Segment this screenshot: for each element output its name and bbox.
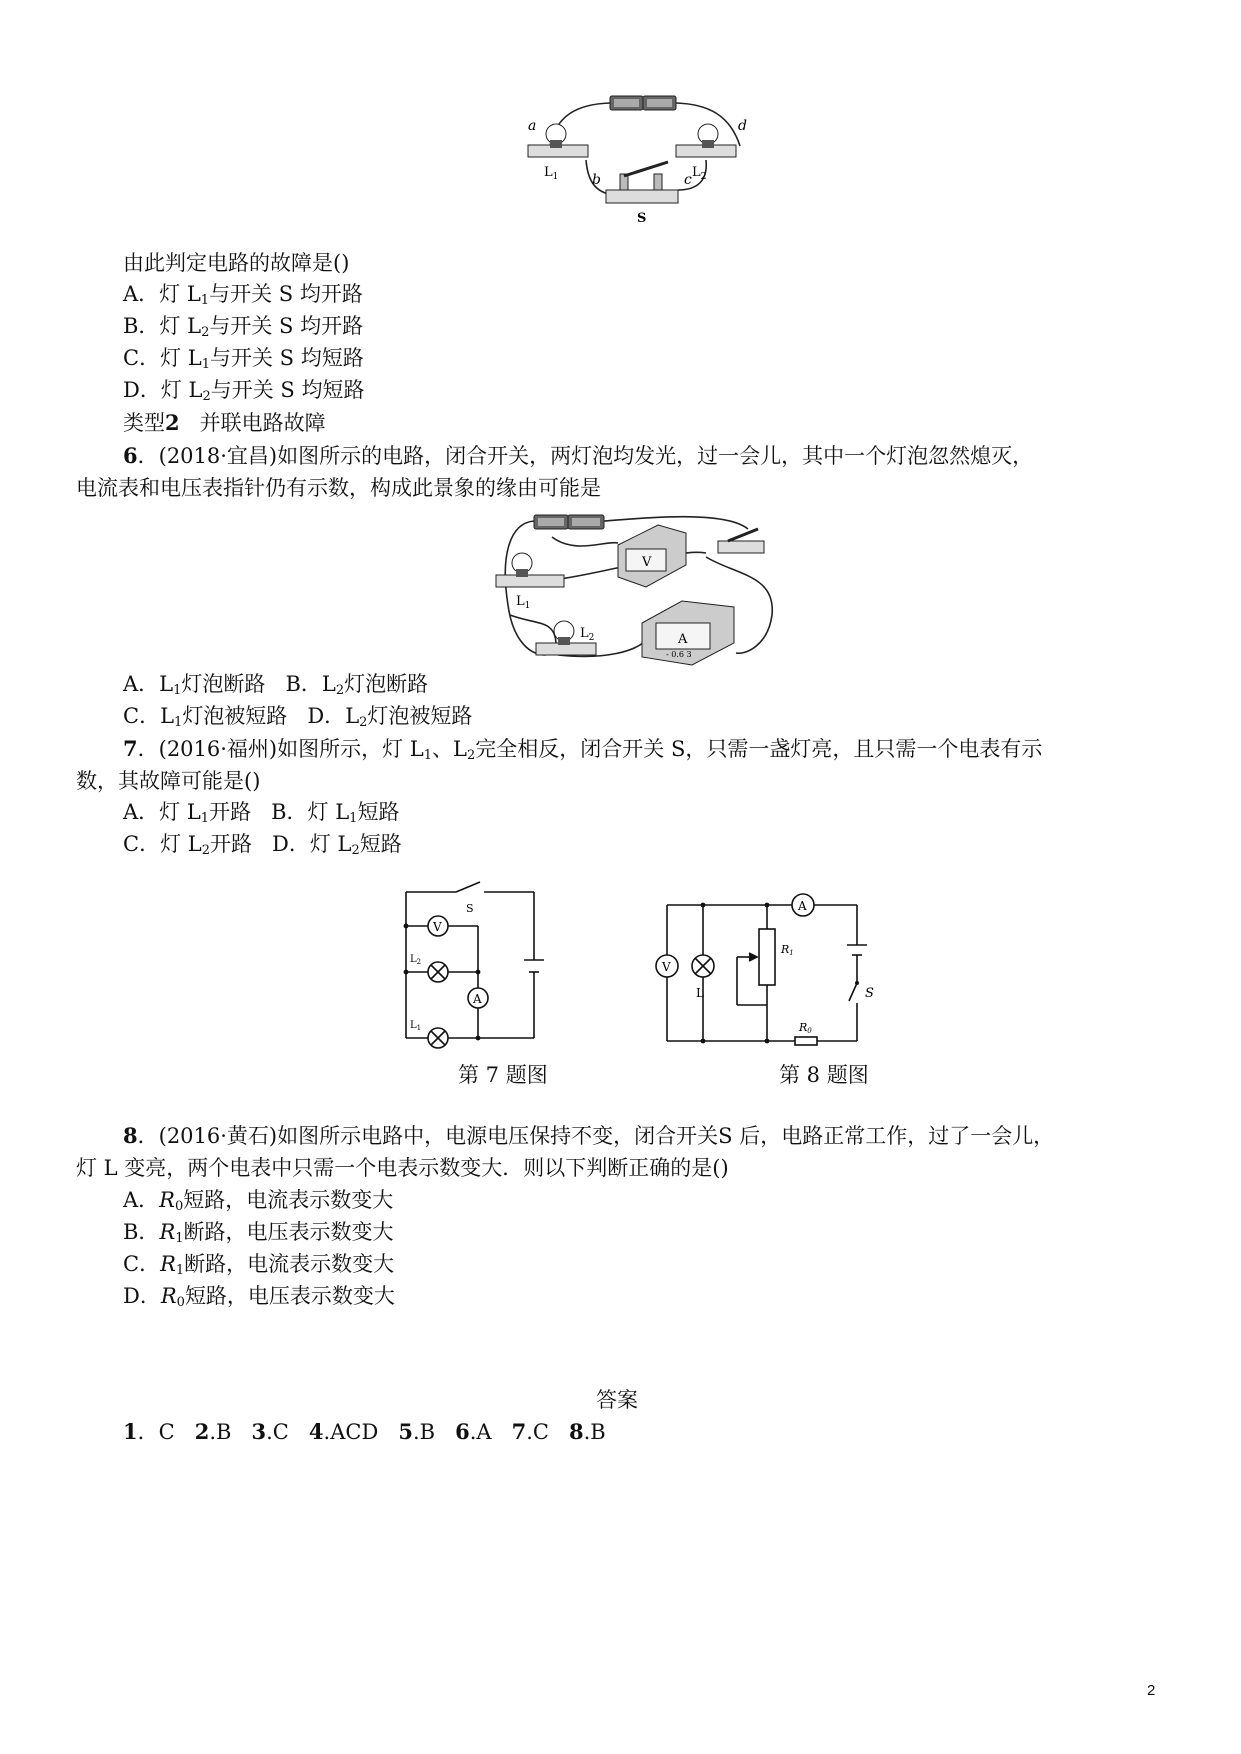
q6-circuit-figure bbox=[496, 515, 786, 667]
q8-option-a[interactable]: A．$R_0$短路，电流表示数变大 bbox=[123, 1188, 394, 1214]
label-s: S bbox=[637, 211, 647, 226]
q8-option-c[interactable]: C．$R_1$断路，电流表示数变大 bbox=[123, 1252, 395, 1278]
q5-circuit-figure bbox=[528, 90, 758, 225]
resistor-r0-label: R0 bbox=[799, 1021, 812, 1035]
lamp-l2-label: $L_2$ bbox=[410, 954, 422, 966]
battery-pack bbox=[610, 96, 676, 110]
answers-line bbox=[123, 1417, 606, 1447]
answer-1: 1．C bbox=[123, 1419, 175, 1444]
q7-figure-caption: 第 7 题图 bbox=[458, 1063, 548, 1087]
voltmeter-label: V bbox=[662, 960, 671, 974]
q6-options-row2 bbox=[123, 701, 472, 738]
q8-stem-line2: 灯 L 变亮，两个电表中只需一个电表示数变大．则以下判断正确的是() bbox=[76, 1156, 729, 1180]
switch-label: S bbox=[865, 986, 874, 1001]
battery-pack bbox=[534, 515, 604, 529]
ammeter-label: A bbox=[678, 632, 688, 647]
lamp-label: L bbox=[696, 986, 704, 1000]
answer-6: 6.A bbox=[455, 1419, 492, 1444]
q8-option-d[interactable]: D．$R_0$短路，电压表示数变大 bbox=[123, 1284, 395, 1310]
lamp-l1-label: $L_1$ bbox=[410, 1020, 422, 1032]
q8-figure-caption: 第 8 题图 bbox=[779, 1063, 869, 1087]
q5-option-b[interactable]: B．灯 $L_2$与开关 S 均开路 bbox=[123, 314, 364, 340]
q5-option-a[interactable]: A．灯 $L_1$与开关 S 均开路 bbox=[123, 282, 363, 308]
voltmeter-label: V bbox=[642, 555, 652, 570]
switch-s bbox=[606, 162, 678, 203]
label-l1: $L_1$ bbox=[516, 594, 531, 611]
answer-8: 8.B bbox=[568, 1419, 606, 1444]
label-l1: $L_1$ bbox=[544, 165, 559, 182]
answers-title: 答案 bbox=[596, 1388, 638, 1412]
q8-schematic bbox=[657, 893, 887, 1053]
q6-option-d[interactable]: D．$L_2$灯泡被短路 bbox=[307, 704, 473, 730]
q7-option-a[interactable]: A．灯 $L_1$开路 bbox=[123, 800, 252, 826]
q6-stem-line2: 电流表和电压表指针仍有示数，构成此景象的缘由可能是 bbox=[76, 476, 601, 500]
q7-stem-line2: 数，其故障可能是() bbox=[76, 769, 261, 793]
answer-5: 5.B bbox=[398, 1419, 436, 1444]
rheostat-r1-label: R1 bbox=[781, 943, 794, 957]
voltmeter bbox=[618, 525, 686, 587]
q6-option-c[interactable]: C．$L_1$灯泡被短路 bbox=[123, 704, 288, 730]
bulb-l2 bbox=[676, 124, 736, 157]
q8-option-b[interactable]: B．$R_1$断路，电压表示数变大 bbox=[123, 1220, 394, 1246]
label-l2: $L_2$ bbox=[580, 626, 595, 643]
label-c: c bbox=[684, 172, 692, 188]
label-d: d bbox=[738, 118, 747, 134]
q7-option-c[interactable]: C．灯 $L_2$开路 bbox=[123, 832, 252, 858]
bulb-l1 bbox=[528, 124, 588, 157]
q7-stem-line1: 7．(2016·福州)如图所示，灯 $L_1$、$L_2$完全相反，闭合开关 S，只需一盏灯亮，且只需一个电表有示 bbox=[123, 736, 1043, 763]
ammeter-label: A bbox=[798, 899, 807, 913]
q5-stem: 由此判定电路的故障是() bbox=[123, 251, 350, 275]
switch bbox=[718, 529, 764, 553]
ammeter-terminals: - 0.6 3 bbox=[666, 650, 692, 659]
answer-2: 2.B bbox=[194, 1419, 232, 1444]
q7-option-d[interactable]: D．灯 $L_2$短路 bbox=[272, 832, 402, 858]
ammeter-label: A bbox=[473, 992, 482, 1006]
page-number: 2 bbox=[1147, 1682, 1156, 1699]
q6-option-a[interactable]: A．$L_1$灯泡断路 bbox=[123, 672, 266, 698]
voltmeter-label: V bbox=[433, 920, 442, 934]
q6-stem-line1: 6．(2018·宜昌)如图所示的电路，闭合开关，两灯泡均发光，过一会儿，其中一个灯泡忽然熄灭， bbox=[123, 443, 1034, 468]
label-b: b bbox=[592, 172, 601, 188]
q7-option-b[interactable]: B．灯 $L_1$短路 bbox=[271, 800, 400, 826]
answer-4: 4.ACD bbox=[308, 1419, 379, 1444]
q8-stem-line1: 8．(2016·黄石)如图所示电路中，电源电压保持不变，闭合开关S 后，电路正常工作，过了一会儿， bbox=[123, 1123, 1055, 1148]
q7-options-row2 bbox=[123, 829, 402, 866]
q5-option-c[interactable]: C．灯 $L_1$与开关 S 均短路 bbox=[123, 346, 364, 372]
q5-option-d[interactable]: D．灯 $L_2$与开关 S 均短路 bbox=[123, 378, 365, 404]
q7-schematic bbox=[400, 880, 540, 1065]
answer-3: 3.C bbox=[251, 1419, 289, 1444]
switch-label: S bbox=[466, 902, 474, 915]
answer-7: 7.C bbox=[511, 1419, 549, 1444]
section-heading: 类型2 并联电路故障 bbox=[123, 410, 326, 435]
label-l2: $L_2$ bbox=[692, 165, 707, 182]
label-a: a bbox=[528, 118, 537, 134]
q6-option-b[interactable]: B．$L_2$灯泡断路 bbox=[285, 672, 429, 698]
